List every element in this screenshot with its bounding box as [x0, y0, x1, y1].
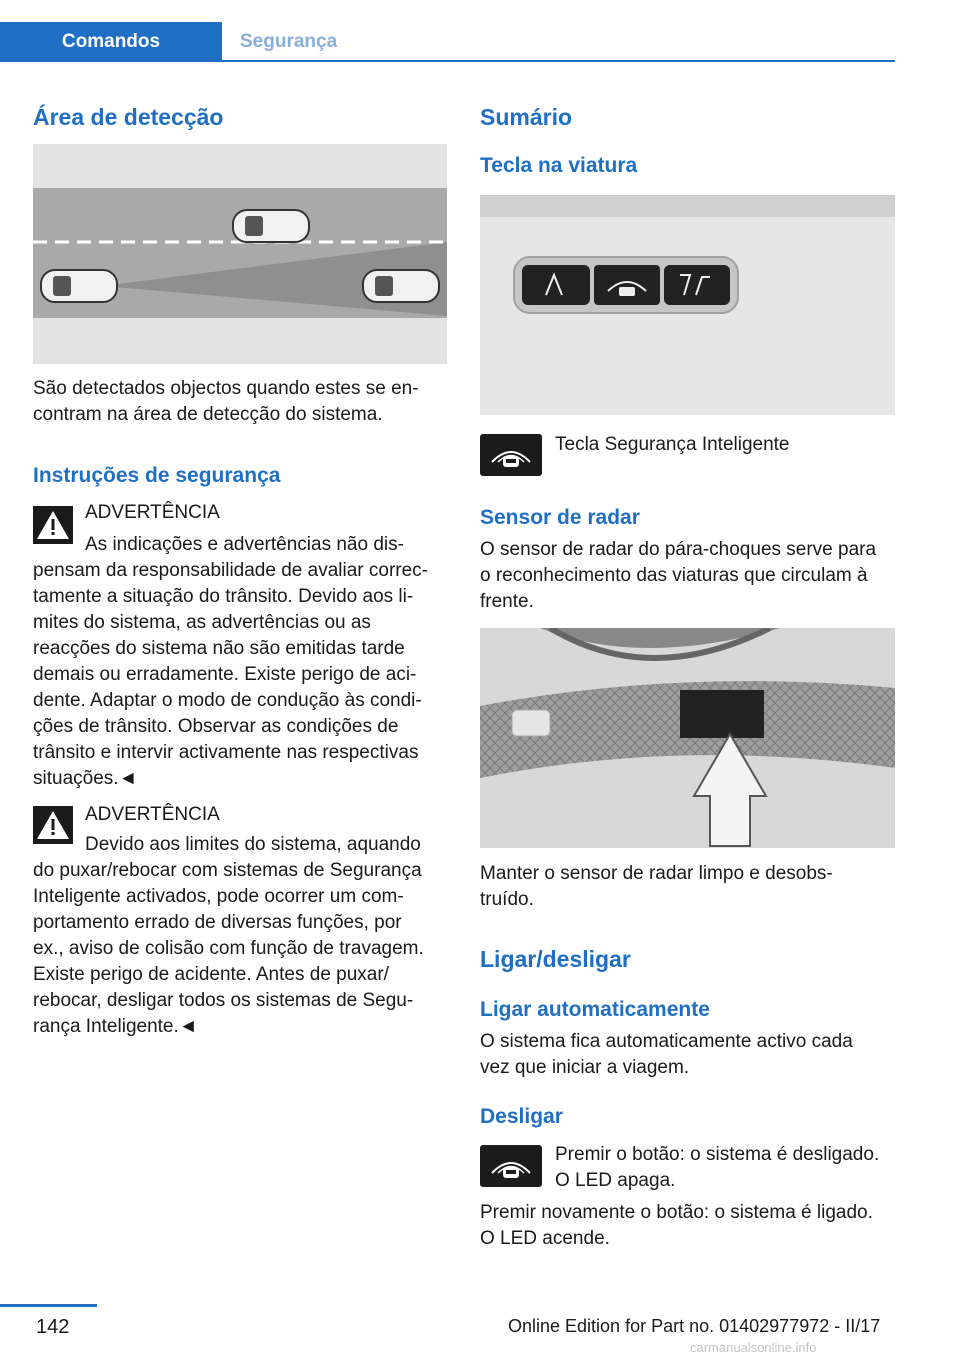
warning1-text: pensam da responsabilidade de avaliar correc- tamente a situação do trânsito. Devido aos li- mites do sistema, as advertências ou as reacções do sistema não são emitidas tarde demais ou erradamente. Existe perigo de aci- dente. Adaptar o modo de condução às condi- ções de trânsito. Observar as condições de trânsito e intervir activamente nas respectivas situações.◄	[33, 560, 429, 789]
paragraph-area: São detectados objectos quando estes se en- contram na área de detecção do sistema.	[33, 378, 419, 425]
heading-desligar: Desligar	[480, 1105, 563, 1128]
warning2-text: do puxar/rebocar com sistemas de Segurança Inteligente activados, pode ocorrer um com- portamento errado de diversas funções, por ex., aviso de colisão com função de travagem. Existe perigo de acidente. Antes de puxar/ rebocar, desligar todos os sistemas de Segu- rança Inteligente.◄	[33, 860, 424, 1037]
tab-comandos[interactable]: Comandos	[0, 22, 222, 62]
heading-area-deteccao: Área de detecção	[33, 104, 224, 130]
warning2-first-line: Devido aos limites do sistema, aquando	[85, 834, 421, 855]
heading-ligar-desligar: Ligar/desligar	[480, 946, 631, 972]
footer-divider	[0, 1304, 97, 1307]
heading-sensor-radar: Sensor de radar	[480, 506, 640, 529]
paragraph-sensor: O sensor de radar do pára-choques serve para o reconhecimento das viaturas que circulam à frente.	[480, 539, 877, 612]
heading-tecla-viatura: Tecla na viatura	[480, 154, 638, 177]
detection-area-illustration	[33, 144, 447, 364]
warning-icon	[33, 806, 73, 844]
radar-sensor-svg	[480, 628, 895, 848]
detection-area-svg	[33, 144, 447, 364]
vehicle-button-photo	[480, 195, 895, 415]
intelligent-safety-button-icon	[480, 1145, 542, 1187]
page-header	[0, 0, 960, 62]
radar-sensor-photo	[480, 628, 895, 848]
paragraph-novamente: Premir novamente o botão: o sistema é ligado. O LED acende.	[480, 1202, 873, 1249]
intelligent-safety-button-icon	[480, 434, 542, 476]
warning1-first-line: As indicações e advertências não dis-	[85, 534, 404, 555]
paragraph-clean: Manter o sensor de radar limpo e desobs- truído.	[480, 863, 833, 910]
watermark: carmanualsonline.info	[690, 1340, 817, 1355]
paragraph-desligar: Premir o botão: o sistema é desligado. O LED apaga.	[555, 1144, 880, 1191]
warning1-title: ADVERTÊNCIA	[85, 502, 220, 523]
warning-icon	[33, 506, 73, 544]
heading-sumario: Sumário	[480, 104, 573, 130]
header-divider	[222, 60, 895, 62]
paragraph-auto: O sistema fica automaticamente activo cada vez que iniciar a viagem.	[480, 1031, 853, 1078]
vehicle-button-svg	[480, 195, 895, 415]
heading-ligar-automaticamente: Ligar automaticamente	[480, 998, 710, 1021]
button-caption: Tecla Segurança Inteligente	[555, 434, 790, 455]
warning2-title: ADVERTÊNCIA	[85, 804, 220, 825]
heading-instrucoes-seguranca: Instruções de segurança	[33, 464, 281, 487]
page-number: 142	[36, 1316, 70, 1338]
edition-text: Online Edition for Part no. 01402977972 - II/17	[508, 1316, 881, 1336]
tab-seguranca[interactable]: Segurança	[240, 31, 338, 52]
